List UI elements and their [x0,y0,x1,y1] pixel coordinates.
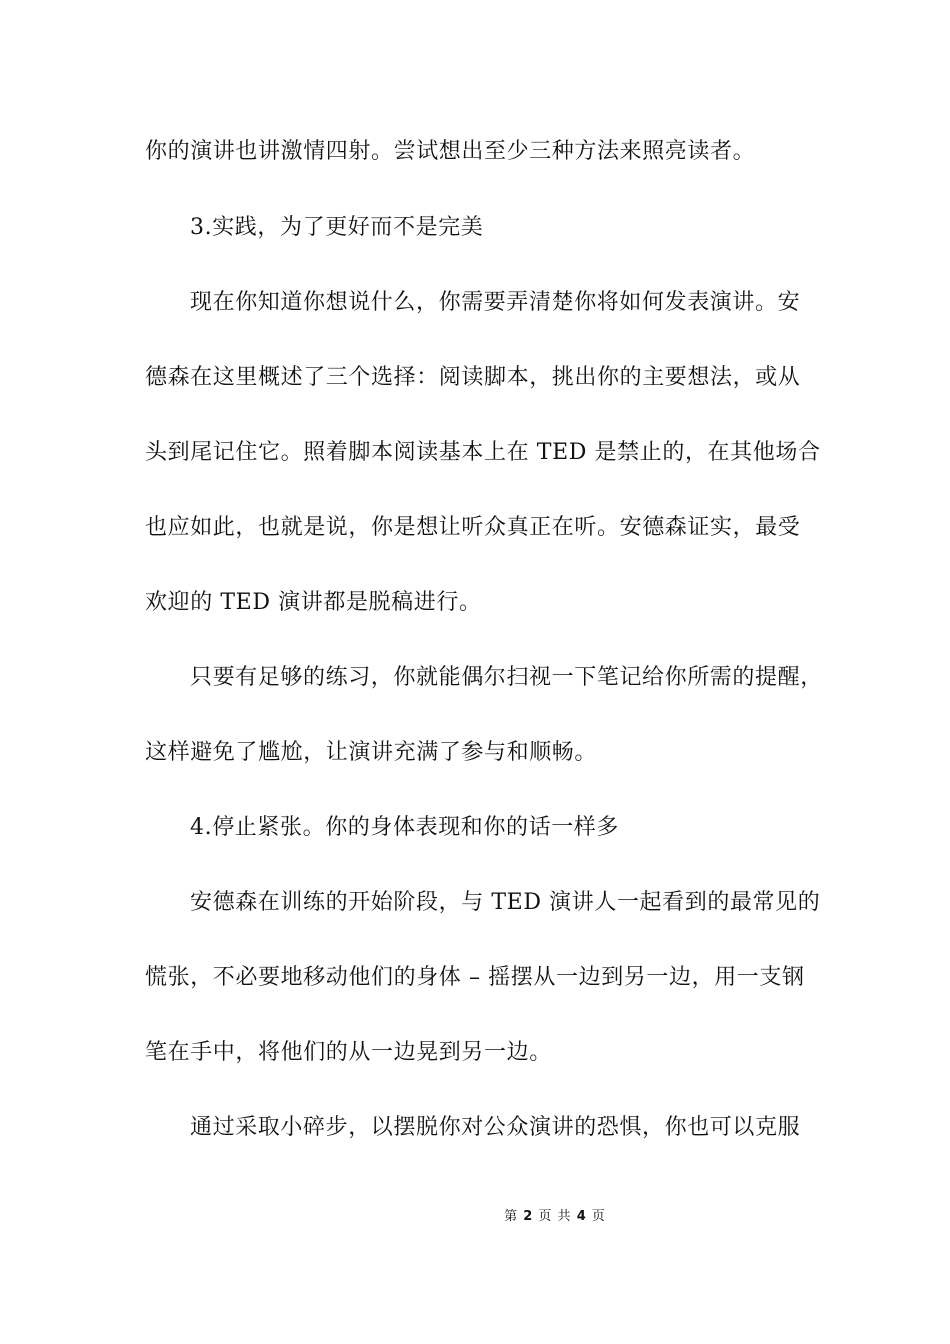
section-heading-4: 4.停止紧张。你的身体表现和你的话一样多 [190,815,619,840]
text-line-12: 慌张，不必要地移动他们的身体 – 摇摆从一边到另一边，用一支钢 [145,965,805,990]
text-line-4: 德森在这里概述了三个选择：阅读脚本，挑出你的主要想法，或从 [145,365,801,390]
footer-prefix: 第 [504,1209,519,1224]
text-line-6: 也应如此，也就是说，你是想让听众真正在听。安德森证实，最受 [145,515,801,540]
footer-suffix: 页 [591,1209,606,1224]
footer-middle: 页 共 [538,1209,572,1224]
text-line-1: 你的演讲也讲激情四射。尝试想出至少三种方法来照亮读者。 [145,139,756,164]
text-line-11: 安德森在训练的开始阶段，与 TED 演讲人一起看到的最常见的 [190,890,821,915]
section-heading-3: 3.实践，为了更好而不是完美 [190,215,484,240]
text-line-13: 笔在手中，将他们的从一边晃到另一边。 [145,1040,552,1065]
page-footer [0,1208,950,1226]
text-line-8: 只要有足够的练习，你就能偶尔扫视一下笔记给你所需的提醒， [190,665,823,690]
text-line-14: 通过采取小碎步，以摆脱你对公众演讲的恐惧，你也可以克服 [190,1115,801,1140]
total-pages-number: 4 [576,1209,587,1224]
text-line-3: 现在你知道你想说什么，你需要弄清楚你将如何发表演讲。安 [190,290,801,315]
text-line-7: 欢迎的 TED 演讲都是脱稿进行。 [145,590,482,615]
text-line-9: 这样避免了尴尬，让演讲充满了参与和顺畅。 [145,740,598,765]
current-page-number: 2 [523,1209,534,1224]
text-line-5: 头到尾记住它。照着脚本阅读基本上在 TED 是禁止的，在其他场合 [145,440,821,465]
